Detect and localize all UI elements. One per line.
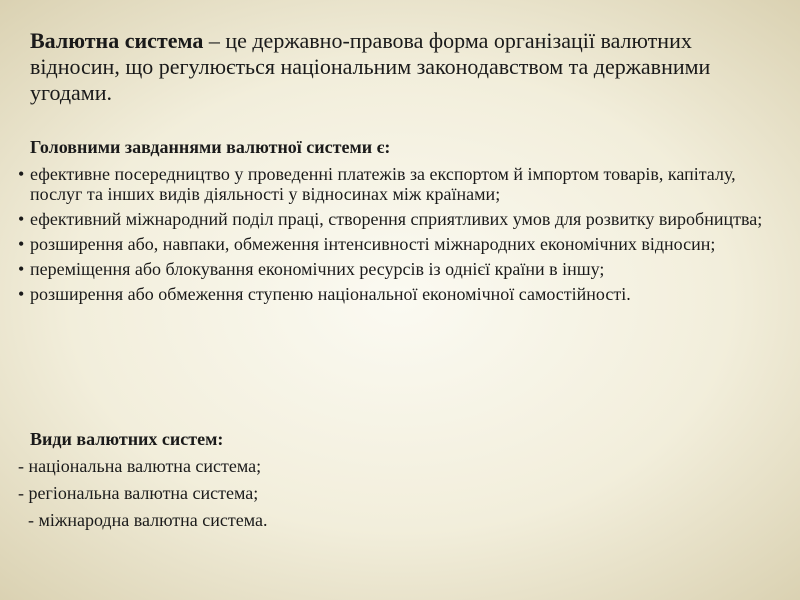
types-heading: Види валютних систем: (30, 429, 224, 449)
tasks-heading: Головними завданнями валютної системи є: (30, 137, 391, 157)
type-item: - національна валютна система; (18, 456, 262, 476)
task-item: • ефективне посередництво у проведенні платежів за експортом й імпортом товарів, капіталу, послуг та інших видів діяльності у відносинах між країнами; (18, 164, 778, 204)
task-item: • розширення або, навпаки, обмеження інтенсивності міжнародних економічних відносин; (18, 234, 778, 254)
type-item: - регіональна валютна система; (18, 483, 259, 503)
task-item: • ефективний міжнародний поділ праці, створення сприятливих умов для розвитку виробництва; (18, 209, 778, 229)
definition-term: Валютна система (30, 28, 204, 53)
definition-paragraph (30, 28, 770, 106)
tasks-list (18, 164, 778, 309)
task-item: • розширення або обмеження ступеню національної економічної самостійності. (18, 284, 778, 304)
definition-text: – це державно-правова форма організації валютних відносин, що регулюється національним законодавством та державними угодами. (30, 28, 711, 105)
type-item: - міжнародна валютна система. (28, 510, 268, 530)
types-list (18, 456, 618, 537)
task-item: • переміщення або блокування економічних ресурсів із однієї країни в іншу; (18, 259, 778, 279)
